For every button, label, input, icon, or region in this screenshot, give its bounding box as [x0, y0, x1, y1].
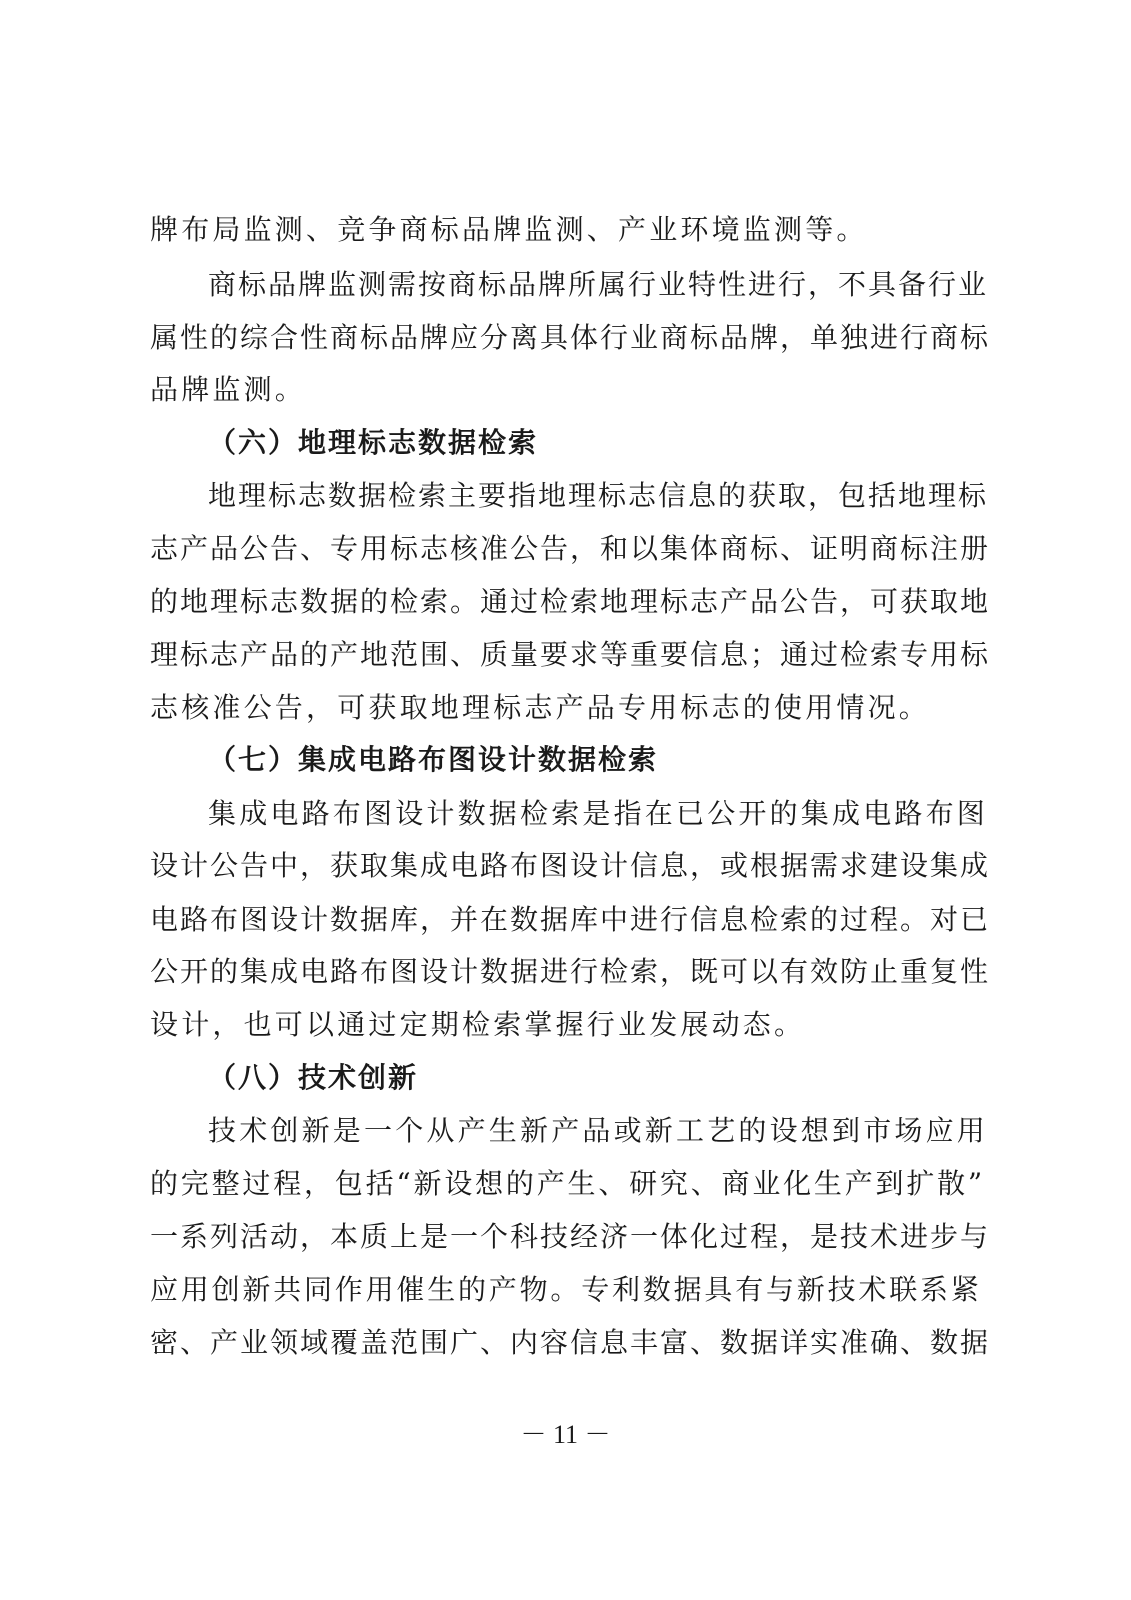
paragraph-line: 地理标志数据检索主要指地理标志信息的获取，包括地理标	[208, 479, 989, 512]
paragraph-line: 集成电路布图设计数据检索是指在已公开的集成电路布图	[208, 797, 989, 830]
paragraph-line: 技术创新是一个从产生新产品或新工艺的设想到市场应用	[208, 1114, 989, 1147]
paragraph-line: 公开的集成电路布图设计数据进行检索，既可以有效防止重复性	[150, 955, 991, 988]
paragraph-line: 志核准公告，可获取地理标志产品专用标志的使用情况。	[150, 691, 931, 724]
paragraph-line: 品牌监测。	[150, 373, 307, 406]
paragraph-line: 电路布图设计数据库，并在数据库中进行信息检索的过程。对已	[150, 903, 991, 936]
paragraph-line: 牌布局监测、竞争商标品牌监测、产业环境监测等。	[150, 213, 868, 246]
page-number: － 11 －	[520, 1420, 611, 1449]
paragraph-line: 一系列活动，本质上是一个科技经济一体化过程，是技术进步与	[150, 1220, 991, 1253]
paragraph-line: 密、产业领域覆盖范围广、内容信息丰富、数据详实准确、数据	[150, 1326, 991, 1359]
paragraph-line: 商标品牌监测需按商标品牌所属行业特性进行，不具备行业	[208, 268, 989, 301]
section-heading-7: （七）集成电路布图设计数据检索	[208, 743, 659, 776]
paragraph-line: 应用创新共同作用催生的产物。专利数据具有与新技术联系紧	[150, 1273, 982, 1306]
paragraph-line: 设计，也可以通过定期检索掌握行业发展动态。	[150, 1008, 806, 1041]
paragraph-line: 属性的综合性商标品牌应分离具体行业商标品牌，单独进行商标	[150, 321, 991, 354]
paragraph-line: 的完整过程，包括“新设想的产生、研究、商业化生产到扩散”	[150, 1167, 986, 1200]
paragraph-line: 理标志产品的产地范围、质量要求等重要信息；通过检索专用标	[150, 638, 991, 671]
paragraph-line: 的地理标志数据的检索。通过检索地理标志产品公告，可获取地	[150, 585, 991, 618]
paragraph-line: 设计公告中，获取集成电路布图设计信息，或根据需求建设集成	[150, 849, 991, 882]
paragraph-line: 志产品公告、专用标志核准公告，和以集体商标、证明商标注册	[150, 532, 991, 565]
section-heading-6: （六）地理标志数据检索	[208, 426, 539, 459]
section-heading-8: （八）技术创新	[208, 1061, 419, 1094]
